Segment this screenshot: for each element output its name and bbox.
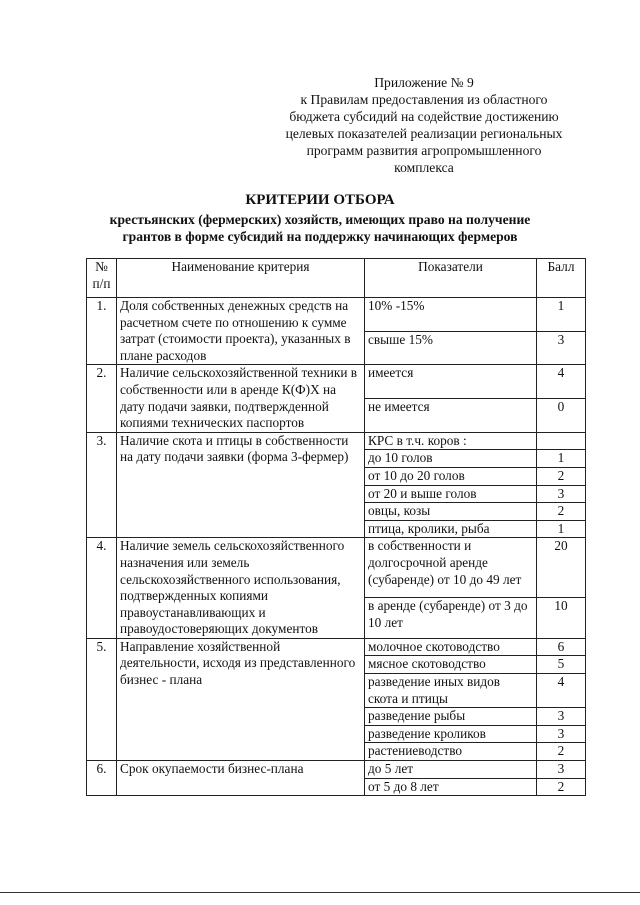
- criterion-number: 6.: [87, 761, 117, 796]
- indicator-cell: в аренде (субаренде) от 3 до 10 лет: [365, 598, 537, 638]
- criterion-name: Доля собственных денежных средств на расчетном счете по отношению к сумме затрат (стоимости проекта), указанных в плане расходов: [117, 298, 365, 365]
- indicator-cell: до 5 лет: [365, 761, 537, 779]
- indicator-cell: овцы, козы: [365, 503, 537, 521]
- table-row: [87, 538, 586, 598]
- score-cell: 4: [537, 365, 586, 399]
- criterion-name: Наличие земель сельскохозяйственного назначения или земель сельскохозяйственного использования, подтвержденных копиями правоустанавливающих и правоудостоверяющих документов: [117, 538, 365, 639]
- table-row: [87, 638, 586, 656]
- criterion-number: 5.: [87, 638, 117, 760]
- criterion-name: Направление хозяйственной деятельности, исходя из представленного бизнес - плана: [117, 638, 365, 760]
- header-indicators: Показатели: [365, 259, 537, 298]
- score-cell: 3: [537, 761, 586, 779]
- indicator-cell: до 10 голов: [365, 450, 537, 468]
- indicator-cell: от 10 до 20 голов: [365, 467, 537, 485]
- table-row: [87, 761, 586, 779]
- indicator-cell: разведение кроликов: [365, 725, 537, 743]
- indicator-cell: птица, кролики, рыба: [365, 520, 537, 538]
- table-row: [87, 365, 586, 399]
- appendix-line: к Правилам предоставления из областного: [300, 92, 548, 107]
- subtitle-line: крестьянских (фермерских) хозяйств, имеющих право на получение: [109, 212, 531, 227]
- header-num: № п/п: [87, 259, 117, 298]
- page-bottom-rule: [0, 892, 640, 893]
- indicator-cell: имеется: [365, 365, 537, 399]
- indicator-cell: не имеется: [365, 399, 537, 433]
- score-cell: 1: [537, 450, 586, 468]
- score-cell: 2: [537, 503, 586, 521]
- appendix-line: комплекса: [394, 160, 454, 175]
- score-cell: 2: [537, 778, 586, 796]
- criterion-name: Срок окупаемости бизнес-плана: [117, 761, 365, 796]
- criterion-name: Наличие скота и птицы в собственности на дату подачи заявки (форма 3-фермер): [117, 432, 365, 538]
- indicator-cell: в собственности и долгосрочной аренде (субаренде) от 10 до 49 лет: [365, 538, 537, 598]
- appendix-line: бюджета субсидий на содействие достижению: [289, 109, 559, 124]
- indicator-cell: мясное скотоводство: [365, 656, 537, 674]
- document-subtitle: [0, 211, 640, 245]
- appendix-line: Приложение № 9: [374, 75, 474, 90]
- score-cell: 20: [537, 538, 586, 598]
- criterion-number: 2.: [87, 365, 117, 432]
- score-cell: 0: [537, 399, 586, 433]
- criterion-number: 1.: [87, 298, 117, 365]
- document-title: КРИТЕРИИ ОТБОРА: [245, 192, 395, 208]
- score-cell: 6: [537, 638, 586, 656]
- score-cell: 4: [537, 674, 586, 708]
- appendix-line: целевых показателей реализации региональных: [285, 126, 563, 141]
- table-row: [87, 432, 586, 450]
- subtitle-line: грантов в форме субсидий на поддержку начинающих фермеров: [122, 229, 518, 244]
- header-score: Балл: [537, 259, 586, 298]
- score-cell: 3: [537, 725, 586, 743]
- score-cell: 5: [537, 656, 586, 674]
- indicator-cell: КРС в т.ч. коров :: [365, 432, 537, 450]
- score-cell: [537, 432, 586, 450]
- header-name: Наименование критерия: [117, 259, 365, 298]
- indicator-cell: разведение иных видов скота и птицы: [365, 674, 537, 708]
- criterion-number: 4.: [87, 538, 117, 639]
- indicator-cell: молочное скотоводство: [365, 638, 537, 656]
- criteria-table: [86, 258, 586, 796]
- score-cell: 1: [537, 520, 586, 538]
- indicator-cell: от 5 до 8 лет: [365, 778, 537, 796]
- indicator-cell: от 20 и выше голов: [365, 485, 537, 503]
- appendix-block: [264, 74, 584, 176]
- score-cell: 3: [537, 485, 586, 503]
- score-cell: 2: [537, 467, 586, 485]
- score-cell: 2: [537, 743, 586, 761]
- table-row: [87, 298, 586, 332]
- table-header-row: [87, 259, 586, 298]
- indicator-cell: 10% -15%: [365, 298, 537, 332]
- score-cell: 3: [537, 331, 586, 365]
- indicator-cell: свыше 15%: [365, 331, 537, 365]
- appendix-line: программ развития агропромышленного: [306, 143, 542, 158]
- score-cell: 3: [537, 708, 586, 726]
- score-cell: 1: [537, 298, 586, 332]
- criterion-name: Наличие сельскохозяйственной техники в собственности или в аренде К(Ф)Х на дату подачи заявки, подтвержденной копиями технических паспортов: [117, 365, 365, 432]
- indicator-cell: растениеводство: [365, 743, 537, 761]
- indicator-cell: разведение рыбы: [365, 708, 537, 726]
- criterion-number: 3.: [87, 432, 117, 538]
- score-cell: 10: [537, 598, 586, 638]
